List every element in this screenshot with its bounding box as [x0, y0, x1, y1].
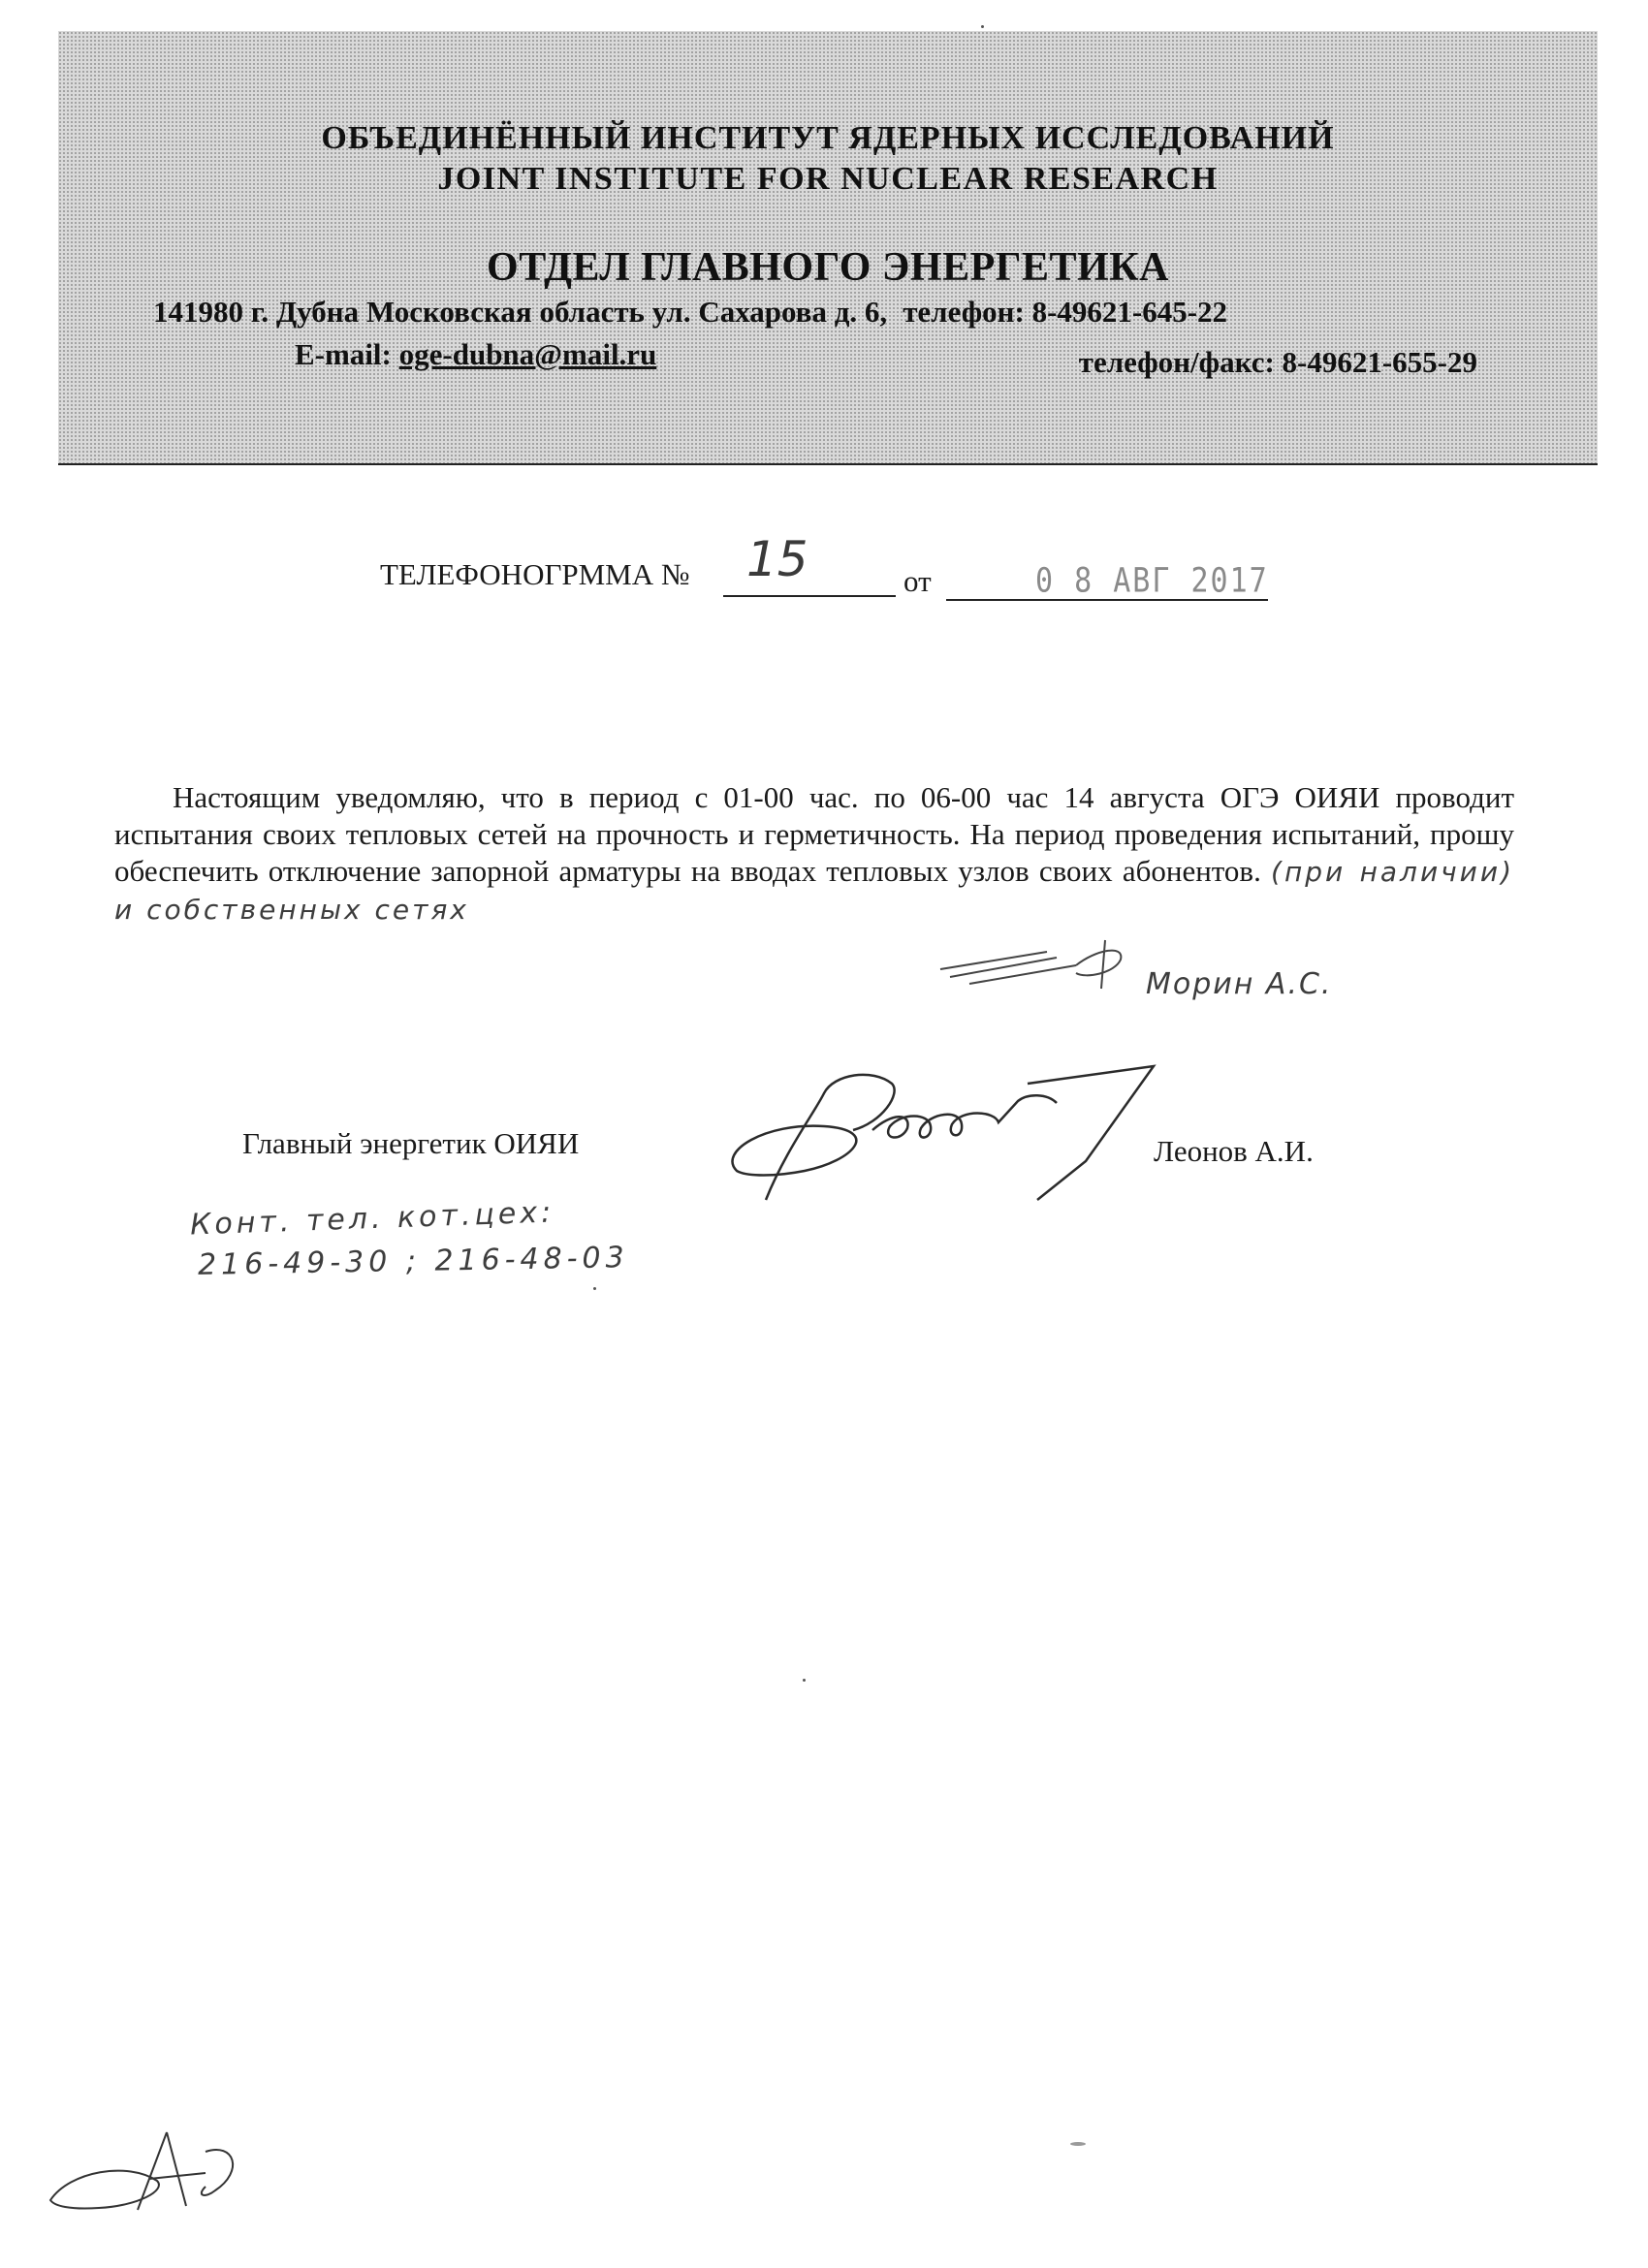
scan-speck: [981, 25, 984, 28]
number-underline: [723, 595, 896, 597]
signatory-role: Главный энергетик ОИЯИ: [242, 1126, 580, 1160]
scan-speck: [1070, 2142, 1086, 2146]
fax: телефон/факс: 8-49621-655-29: [1078, 345, 1477, 379]
email-label: E-mail:: [295, 337, 392, 371]
corner-initials: [41, 2113, 254, 2220]
scan-speck: [593, 1287, 596, 1290]
body-paragraph: [114, 779, 1514, 929]
letterhead-divider: [58, 463, 1598, 465]
date-stamp: 0 8 АВГ 2017: [1035, 561, 1269, 601]
telephonogram-number: 15: [746, 531, 808, 587]
handwritten-contact-label: Конт. тел. кот.цех:: [189, 1195, 555, 1243]
institute-name-ru: ОБЪЕДИНЁННЫЙ ИНСТИТУТ ЯДЕРНЫХ ИССЛЕДОВАНИЙ: [321, 120, 1335, 156]
signatory-name: Леонов А.И.: [1154, 1134, 1314, 1168]
scan-speck: [803, 1679, 806, 1682]
initials-signature: [931, 930, 1154, 998]
department-name: ОТДЕЛ ГЛАВНОГО ЭНЕРГЕТИКА: [487, 245, 1169, 290]
date-label: от: [903, 564, 932, 598]
address-line: [153, 295, 1227, 330]
telephonogram-title: ТЕЛЕФОНОГРММА №: [380, 557, 690, 591]
letterhead: [58, 31, 1598, 463]
email-link[interactable]: oge-dubna@mail.ru: [398, 337, 657, 371]
email-line: [295, 337, 656, 372]
institute-name-en: JOINT INSTITUTE FOR NUCLEAR RESEARCH: [437, 161, 1219, 197]
body-text: Настоящим уведомляю, что в период с 01-00 час. по 06-00 час 14 августа ОГЭ ОИЯИ проводит испытания своих тепловых сетей на прочность и герметичность. На период проведения испытаний, прошу обеспечить отключение запорной арматуры на вводах тепловых узлов своих абонентов.: [114, 780, 1514, 888]
postal-address: 141980 г. Дубна Московская область ул. Сахарова д. 6,: [153, 295, 888, 329]
handwritten-contact-numbers: 216-49-30 ; 216-48-03: [197, 1241, 629, 1282]
main-signature: [708, 1055, 1212, 1210]
handwritten-addition: (при наличии) и собственных сетях: [114, 856, 1515, 926]
handwritten-name: Морин А.С.: [1146, 967, 1333, 1001]
phone: телефон: 8-49621-645-22: [903, 295, 1228, 329]
